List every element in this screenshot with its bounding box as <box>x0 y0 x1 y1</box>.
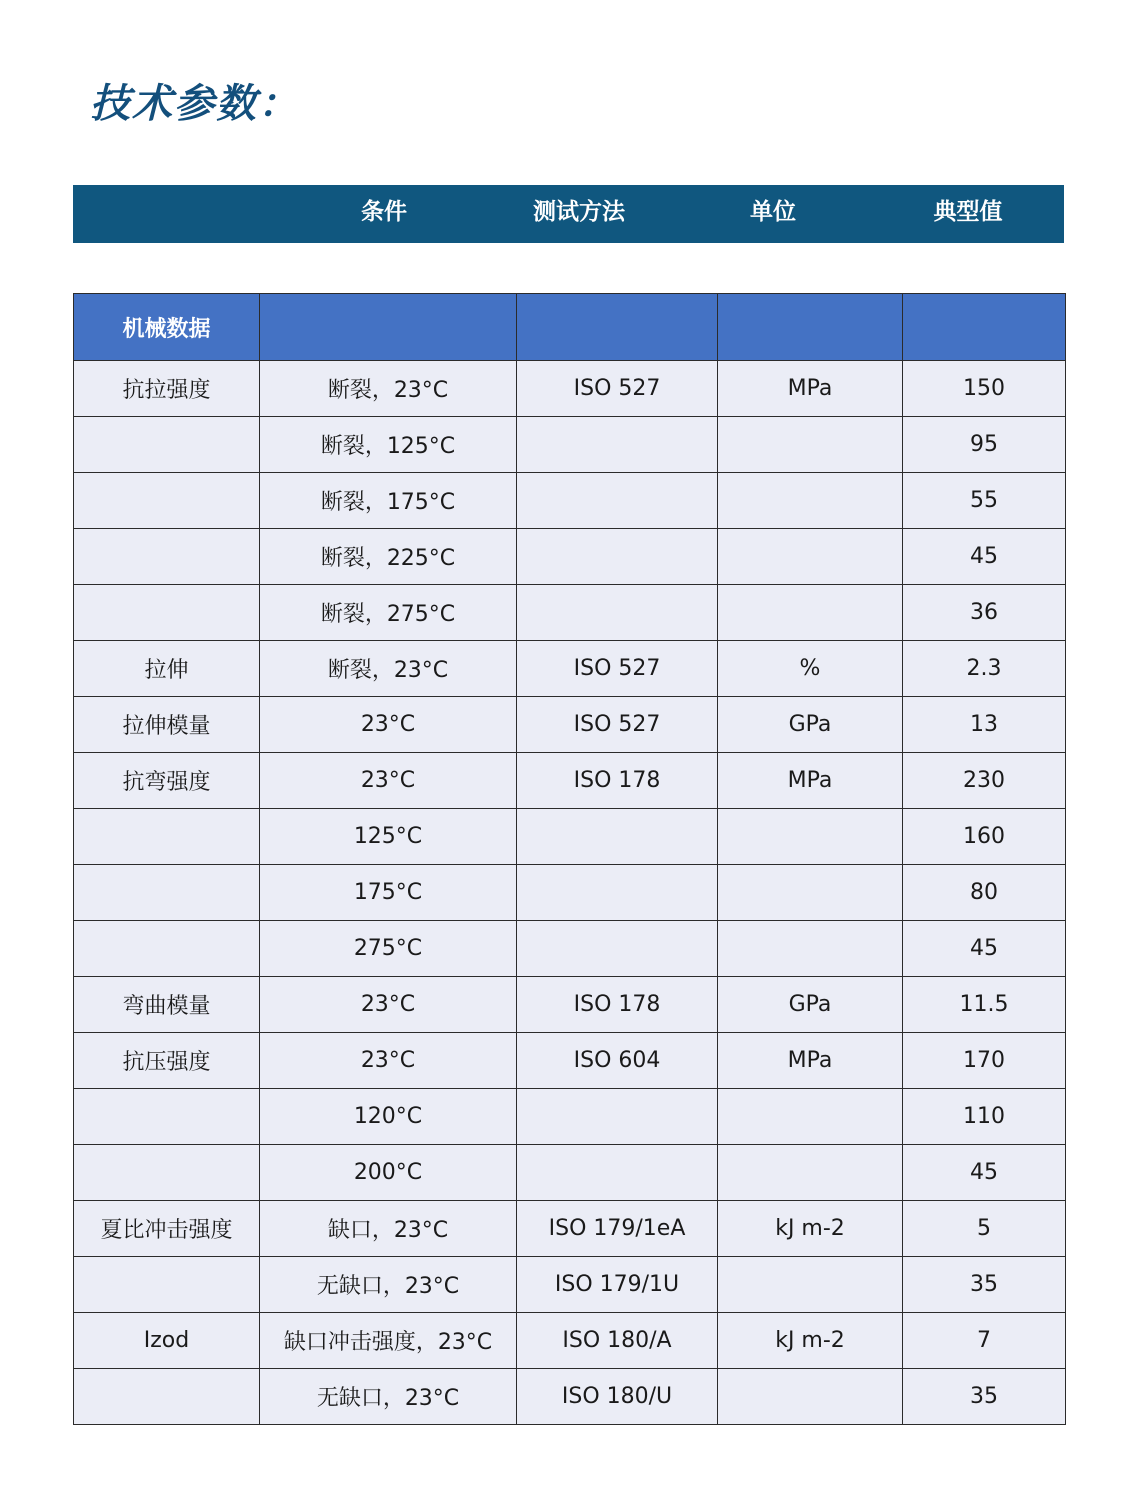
condition-cell: 断裂，125°C <box>260 417 517 473</box>
table-row <box>74 361 1066 417</box>
test-method-cell: ISO 179/1eA <box>517 1201 718 1257</box>
table-row <box>74 1257 1066 1313</box>
typical-value-cell: 110 <box>903 1089 1066 1145</box>
unit-cell: GPa <box>718 697 903 753</box>
header-test-method: 测试方法 <box>533 199 625 225</box>
condition-cell: 断裂，225°C <box>260 529 517 585</box>
property-cell <box>74 585 260 641</box>
typical-value-cell: 80 <box>903 865 1066 921</box>
typical-value-cell: 45 <box>903 529 1066 585</box>
condition-cell: 175°C <box>260 865 517 921</box>
section-empty-cell <box>517 294 718 361</box>
condition-cell: 200°C <box>260 1145 517 1201</box>
condition-cell: 断裂，23°C <box>260 361 517 417</box>
condition-cell: 23°C <box>260 753 517 809</box>
header-condition: 条件 <box>361 199 407 225</box>
condition-cell: 缺口，23°C <box>260 1201 517 1257</box>
typical-value-cell: 7 <box>903 1313 1066 1369</box>
condition-cell: 23°C <box>260 1033 517 1089</box>
table-row <box>74 1313 1066 1369</box>
table-row <box>74 585 1066 641</box>
table-row <box>74 1033 1066 1089</box>
header-unit: 单位 <box>750 199 796 225</box>
property-cell: 抗弯强度 <box>74 753 260 809</box>
property-cell: 拉伸模量 <box>74 697 260 753</box>
condition-cell: 120°C <box>260 1089 517 1145</box>
test-method-cell <box>517 921 718 977</box>
property-cell <box>74 417 260 473</box>
test-method-cell: ISO 178 <box>517 977 718 1033</box>
test-method-cell: ISO 527 <box>517 361 718 417</box>
unit-cell: MPa <box>718 1033 903 1089</box>
table-row <box>74 1201 1066 1257</box>
property-cell <box>74 865 260 921</box>
section-empty-cell <box>718 294 903 361</box>
table-row <box>74 417 1066 473</box>
unit-cell <box>718 1369 903 1425</box>
unit-cell: MPa <box>718 753 903 809</box>
test-method-cell <box>517 417 718 473</box>
unit-cell: kJ m-2 <box>718 1313 903 1369</box>
unit-cell <box>718 809 903 865</box>
property-cell: 抗压强度 <box>74 1033 260 1089</box>
typical-value-cell: 36 <box>903 585 1066 641</box>
table-row <box>74 697 1066 753</box>
property-cell: 抗拉强度 <box>74 361 260 417</box>
condition-cell: 23°C <box>260 977 517 1033</box>
page-title: 技术参数： <box>90 81 300 127</box>
property-cell: 弯曲模量 <box>74 977 260 1033</box>
test-method-cell: ISO 180/A <box>517 1313 718 1369</box>
section-empty-cell <box>260 294 517 361</box>
property-cell <box>74 1089 260 1145</box>
unit-cell <box>718 585 903 641</box>
unit-cell: % <box>718 641 903 697</box>
typical-value-cell: 170 <box>903 1033 1066 1089</box>
test-method-cell <box>517 1089 718 1145</box>
unit-cell <box>718 865 903 921</box>
table-row <box>74 809 1066 865</box>
property-cell <box>74 1257 260 1313</box>
condition-cell: 23°C <box>260 697 517 753</box>
table-row <box>74 529 1066 585</box>
unit-cell <box>718 921 903 977</box>
test-method-cell <box>517 1145 718 1201</box>
section-row <box>74 294 1066 361</box>
table-row <box>74 977 1066 1033</box>
condition-cell: 断裂，23°C <box>260 641 517 697</box>
property-cell: Izod <box>74 1313 260 1369</box>
typical-value-cell: 35 <box>903 1257 1066 1313</box>
typical-value-cell: 11.5 <box>903 977 1066 1033</box>
header-typical-value: 典型值 <box>933 199 1003 225</box>
typical-value-cell: 230 <box>903 753 1066 809</box>
unit-cell: MPa <box>718 361 903 417</box>
condition-cell: 缺口冲击强度，23°C <box>260 1313 517 1369</box>
typical-value-cell: 55 <box>903 473 1066 529</box>
condition-cell: 275°C <box>260 921 517 977</box>
property-cell <box>74 809 260 865</box>
section-empty-cell <box>903 294 1066 361</box>
typical-value-cell: 13 <box>903 697 1066 753</box>
condition-cell: 无缺口，23°C <box>260 1257 517 1313</box>
test-method-cell <box>517 865 718 921</box>
test-method-cell <box>517 809 718 865</box>
table-row <box>74 473 1066 529</box>
condition-cell: 无缺口，23°C <box>260 1369 517 1425</box>
unit-cell <box>718 1145 903 1201</box>
table-row <box>74 865 1066 921</box>
unit-cell: kJ m-2 <box>718 1201 903 1257</box>
test-method-cell: ISO 180/U <box>517 1369 718 1425</box>
property-cell: 拉伸 <box>74 641 260 697</box>
property-cell <box>74 473 260 529</box>
unit-cell <box>718 1257 903 1313</box>
condition-cell: 断裂，175°C <box>260 473 517 529</box>
table-row <box>74 753 1066 809</box>
typical-value-cell: 150 <box>903 361 1066 417</box>
condition-cell: 125°C <box>260 809 517 865</box>
property-cell <box>74 1369 260 1425</box>
typical-value-cell: 160 <box>903 809 1066 865</box>
section-label: 机械数据 <box>74 294 260 361</box>
test-method-cell <box>517 585 718 641</box>
table-row <box>74 1145 1066 1201</box>
spec-table <box>73 293 1066 1425</box>
property-cell <box>74 529 260 585</box>
property-cell <box>74 921 260 977</box>
table-header-band <box>73 185 1064 243</box>
test-method-cell: ISO 604 <box>517 1033 718 1089</box>
test-method-cell: ISO 527 <box>517 641 718 697</box>
test-method-cell: ISO 179/1U <box>517 1257 718 1313</box>
test-method-cell: ISO 527 <box>517 697 718 753</box>
unit-cell <box>718 417 903 473</box>
typical-value-cell: 2.3 <box>903 641 1066 697</box>
property-cell: 夏比冲击强度 <box>74 1201 260 1257</box>
table-row <box>74 641 1066 697</box>
test-method-cell <box>517 473 718 529</box>
unit-cell <box>718 473 903 529</box>
typical-value-cell: 95 <box>903 417 1066 473</box>
typical-value-cell: 45 <box>903 921 1066 977</box>
table-row <box>74 1089 1066 1145</box>
test-method-cell <box>517 529 718 585</box>
unit-cell: GPa <box>718 977 903 1033</box>
typical-value-cell: 45 <box>903 1145 1066 1201</box>
unit-cell <box>718 1089 903 1145</box>
typical-value-cell: 5 <box>903 1201 1066 1257</box>
table-row <box>74 1369 1066 1425</box>
property-cell <box>74 1145 260 1201</box>
condition-cell: 断裂，275°C <box>260 585 517 641</box>
typical-value-cell: 35 <box>903 1369 1066 1425</box>
test-method-cell: ISO 178 <box>517 753 718 809</box>
table-row <box>74 921 1066 977</box>
unit-cell <box>718 529 903 585</box>
